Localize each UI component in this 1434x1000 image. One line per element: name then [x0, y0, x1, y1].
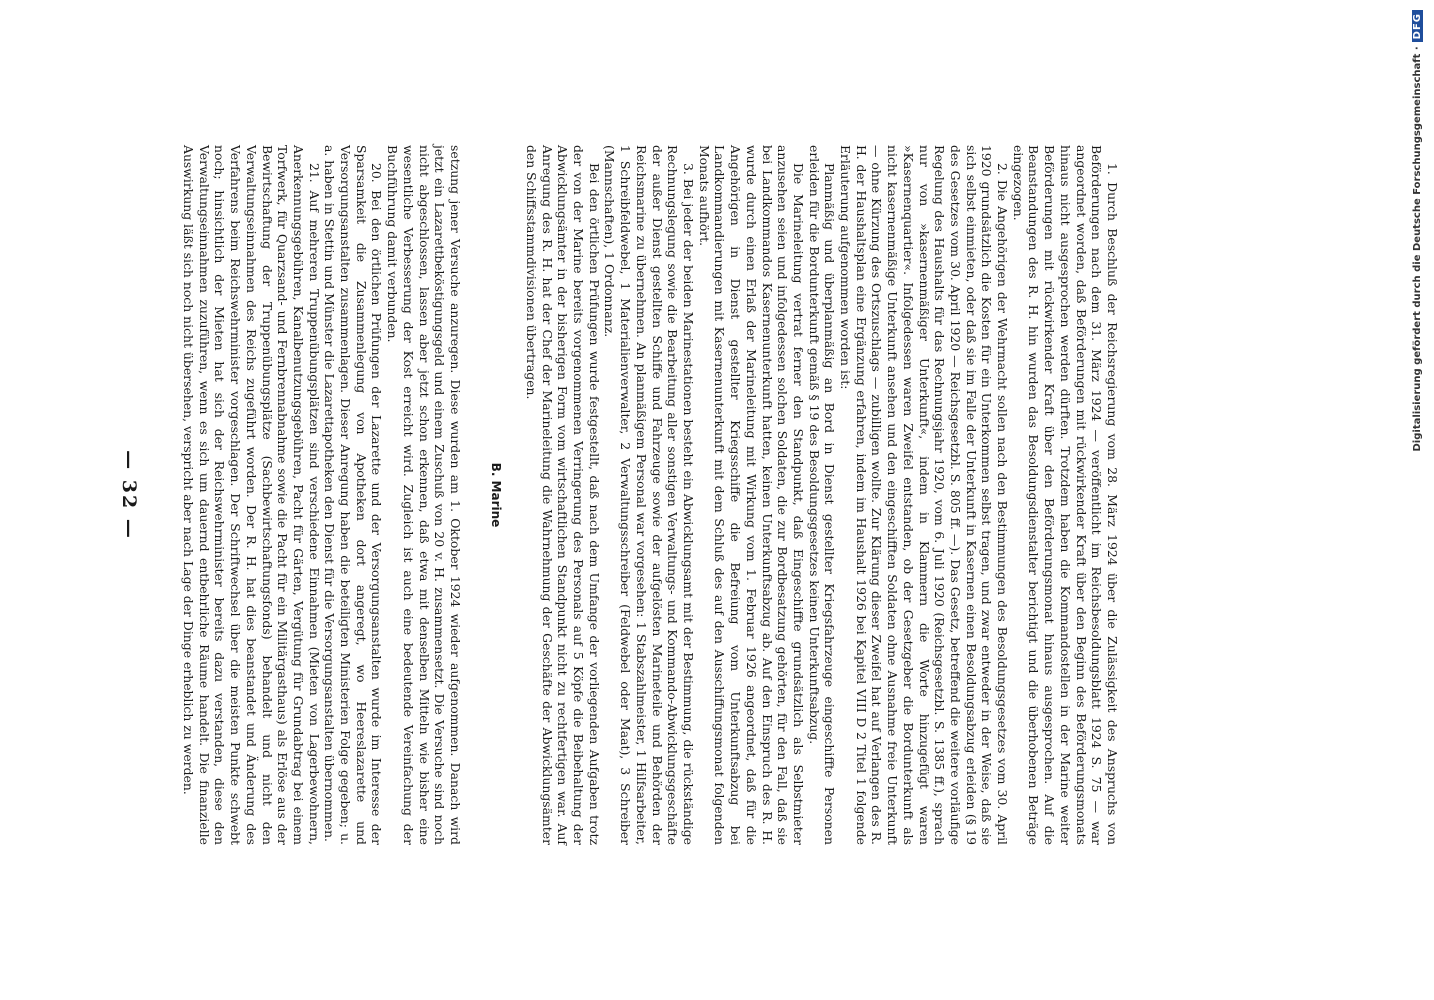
digitization-credit	[1412, 10, 1423, 990]
marine-quote: Planmäßig und überplanmäßig an Bord in Dienst gestellter Kriegsfahrzeuge eingeschiffte Personen erleiden für die Bordunterkunft gemäß § 19 des Besoldungsgesetzes keinen Unterkunftsabzug.	[806, 145, 838, 845]
marine-paragraph-3: Die Marineleitung vertrat ferner den Standpunkt, daß Eingeschiffte grundsätzlich als Selbstmieter anzusehen seien und infolgedessen solchen Soldaten, die zur Bordbesatzung gehörten, für den Fall, daß sie bei Landkommandos Kasernenunterkunft hatten, keinen Unterkunftsabzug ab. Auf den Einspruch des R. H. wurde durch einen Erlaß der Marineleitung mit Wirkung vom 1. Februar 1926 angeordnet, daß für die Angehörigen in Dienst gestellter Kriegsschiffe die Befreiung vom Unterkunftsabzug bei Landkommandierungen mit Kasernenunterkunft mit dem Schluß des auf den Ausschiffungsmonat folgenden Monats aufhört.	[696, 145, 806, 845]
page-number: — 32 —	[118, 450, 140, 540]
dfg-logo: DFG	[1412, 10, 1423, 42]
paragraph-21: 21. Auf mehreren Truppenübungsplätzen sind verschiedene Einnahmen (Mieten von Lagerbewohnern, Anerkennungsgebühren, Kanalbenutzungsgebühren, Pacht für Gärten, Vergütung für Grundabtrag bei einem Torfwerk, für Quarzsand- und Fernbrennabnahme sowie die Pacht für ein Militärgasthaus) als Erlöse aus der Bewirtschaftung der Truppenübungsplätze (Sachbewirtschaftungsfonds) behandelt und nicht den Verwaltungseinnahmen des Reichs zugeführt worden. Der R. H. hat dies beanstandet und Änderung des Verfahrens beim Reichswehrminister vorgeschlagen. Der Schriftwechsel über die meisten Punkte schwebt noch; hinsichtlich der Mieten hat sich der Reichswehrminister bereits dazu verstanden, diese den Verwaltungseinnahmen zuzuführen, wenn es sich um dauernd entbehrliche Räume handelt. Die finanzielle Auswirkung läßt sich noch nicht übersehen, verspricht aber nach Lage der Dinge erheblich zu werden.	[181, 145, 322, 845]
rotated-page-content	[118, 145, 1300, 845]
marine-paragraph-1: 1. Durch Beschluß der Reichsregierung vom 28. März 1924 über die Zulässigkeit des Anspruchs von Beförderungen nach dem 31. März 1924 — veröffentlicht im Reichsbesoldungsblatt 1924 S. 75 — war angeordnet worden, daß Beförderungen mit rückwirkender Kraft über den Beginn des Beförderungsmonats hinaus nicht ausgesprochen werden dürften. Trotzdem haben die Kommandostellen in der Marine weiter Beförderungen mit rückwirkender Kraft über den Beförderungsmonat hinaus ausgesprochen. Auf die Beanstandungen des R. H. hin wurden das Besoldungsdienstalter berichtigt und die überhobenen Beträge eingezogen.	[1010, 145, 1120, 845]
section-b-body	[523, 145, 1120, 845]
credit-text: Digitalisierung gefördert durch die Deutsche Forschungsgemeinschaft ·	[1412, 46, 1423, 452]
paragraph-19-end: setzung jener Versuche anzuregen. Diese wurden am 1. Oktober 1924 wieder aufgenommen. Danach wird jetzt ein Lazarettbeköstigungsgeld und einem Zuschuß von 20 v. H. zusammensetzt. Die Versuche sind noch nicht abgeschlossen, lassen aber jetzt schon erkennen, daß etwa mit denselben Mitteln wie bisher eine wesentliche Verbesserung der Kost erreicht wird. Zugleich ist auch eine bedeutende Vereinfachung der Buchführung damit verbunden.	[385, 145, 463, 845]
paragraph-20: 20. Bei den örtlichen Prüfungen der Lazarette und der Versorgungsanstalten wurde im Interesse der Sparsamkeit die Zusammenlegung von Apotheken dort angeregt, wo Heereslazarette und Versorgungsanstalten zusammenlagen. Dieser Anregung haben die beteiligten Ministerien Folge gegeben; u. a. haben in Stettin und Münster die Lazarettapotheken den Dienst für die Versorgungsanstalten übernommen.	[322, 145, 385, 845]
marine-paragraph-5: Bei den örtlichen Prüfungen wurde festgestellt, daß nach dem Umfange der vorliegenden Aufgaben trotz der von der Marine bereits vorgenommenen Verringerung des Personals auf 5 Köpfe die Beibehaltung der Abwicklungsämter in der bisherigen Form vom wirtschaftlichen Standpunkt nicht zu rechtfertigen war. Auf Anregung des R. H. hat der Chef der Marineleitung die Wahrnehmung der Geschäfte der Abwicklungsämter den Schiffsstammdivisionen übertragen.	[523, 145, 602, 845]
marine-paragraph-2: 2. Die Angehörigen der Wehrmacht sollen nach den Bestimmungen des Besoldungsgesetzes vom 30. April 1920 grundsätzlich die Kosten für ein Unterkommen selbst tragen, und zwar entweder in der Weise, daß sie sich selbst einmieten, oder daß sie im Falle der Unterkunft in Kasernen einen Besoldungsabzug erleiden (§ 19 des Gesetzes vom 30. April 1920 — Reichsgesetzbl. S. 805 ff. —). Das Gesetz, betreffend die weitere vorläufige Regelung des Haushalts für das Rechnungsjahr 1920, vom 6. Juli 1920 (Reichsgesetzbl. S. 1385 ff.), sprach nur von »kasernenmäßiger Unterkunft«, indem in Klammern die Worte hinzugefügt waren »Kasernenquartier«. Infolgedessen waren Zweifel entstanden, ob der Gesetzgeber die Bordunterkunft als nicht kasernenmäßige Unterkunft ansehen und den eingeschifften Soldaten ohne Ausnahme freie Unterkunft — ohne Kürzung des Ortszuschlags — zubilligen wollte. Zur Klärung dieser Zweifel hat auf Verlangen des R. H. der Haushaltsplan eine Ergänzung erfahren, indem im Haushalt 1926 bei Kapitel VIII D 2 Titel 1 folgende Erläuterung aufgenommen worden ist:	[838, 145, 1011, 845]
marine-paragraph-4: 3. Bei jeder der beiden Marinestationen besteht ein Abwicklungsamt mit der Bestimmung, die rückständige Rechnungslegung sowie die Bearbeitung aller sonstigen Verwaltungs- und Kommando-Abwicklungsgeschäfte der außer Dienst gestellten Schiffe und Fahrzeuge sowie der aufgelösten Marineteile und Behörden der Reichsmarine zu übernehmen. An planmäßigem Personal war vorgesehen: 1 Stabszahlmeister, 1 Hilfsarbeiter, 1 Schreibfeldwebel, 1 Materialienverwalter, 2 Verwaltungsschreiber (Feldwebel oder Maat), 3 Schreiber (Mannschaften), 1 Ordonnanz.	[602, 145, 697, 845]
section-a-continuation	[180, 145, 463, 845]
section-heading-marine: B. Marine	[489, 462, 503, 528]
